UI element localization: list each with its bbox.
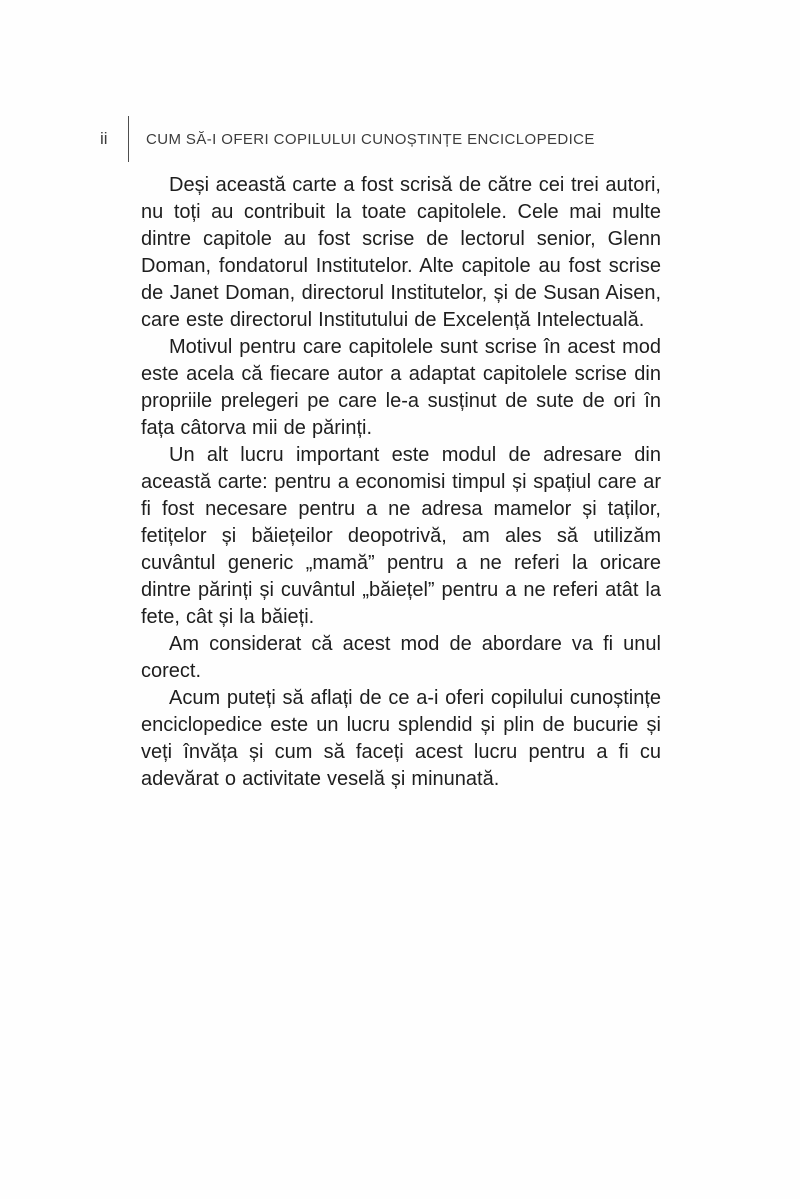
page-number: ii bbox=[100, 129, 108, 148]
body-paragraph: Un alt lucru important este modul de adresare din această carte: pentru a economisi timpul și spațiul care ar fi fost necesare pentru a ne adresa mamelor și taților, fetițelor și băiețeilor deopotrivă, am ales să utilizăm cuvântul generic „mamă” pentru a ne referi la oricare dintre părinți și cuvântul „băiețel” pentru a ne referi atât la fete, cât și la băieți. bbox=[141, 444, 661, 628]
page-body bbox=[141, 172, 661, 793]
header-divider bbox=[128, 116, 129, 162]
body-paragraph: Acum puteți să aflați de ce a-i oferi copilului cunoștințe enciclopedice este un lucru splendid și plin de bucurie și veți învăța și cum să faceți acest lucru pentru a fi cu adevărat o activitate veselă și minunată. bbox=[141, 687, 661, 790]
body-paragraph: Am considerat că acest mod de abordare va fi unul corect. bbox=[141, 633, 661, 682]
body-paragraph: Motivul pentru care capitolele sunt scrise în acest mod este acela că fiecare autor a adaptat capitolele scrise din propriile prelegeri pe care le-a susținut de sute de ori în fața câtorva mii de părinți. bbox=[141, 336, 661, 439]
body-paragraph: Deși această carte a fost scrisă de către cei trei autori, nu toți au contribuit la toate capitolele. Cele mai multe dintre capitole au fost scrise de lectorul senior, Glenn Doman, fondatorul Institutelor. Alte capitole au fost scrise de Janet Doman, directorul Institutelor, și de Susan Aisen, care este directorul Institutului de Excelență Intelectuală. bbox=[141, 174, 661, 331]
running-header-row bbox=[98, 116, 595, 162]
running-header-title: CUM SĂ-I OFERI COPILULUI CUNOȘTINȚE ENCICLOPEDICE bbox=[146, 130, 595, 148]
